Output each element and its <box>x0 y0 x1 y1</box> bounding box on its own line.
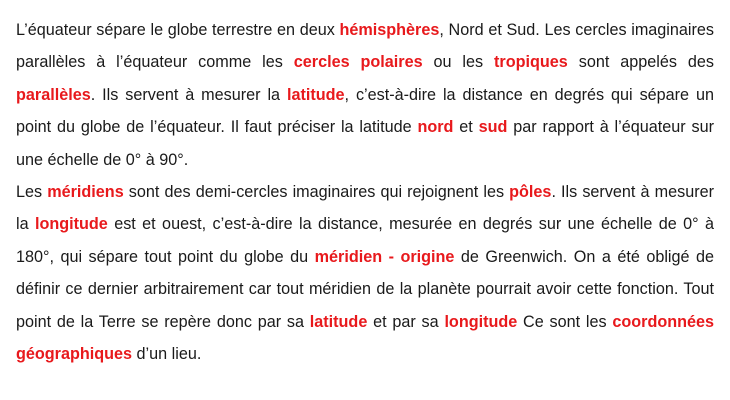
paragraph-equator-latitude <box>16 14 714 176</box>
highlighted-term: cercles polaires <box>293 53 423 72</box>
body-text: . Ils servent à mesurer la <box>90 85 287 104</box>
body-text: , c’est-à-dire la distance en degrés qui sépare un point du globe de l’équateur. Il faut préciser la latitude <box>16 85 714 137</box>
body-text: ou les <box>422 53 495 72</box>
highlighted-term: pôles <box>509 183 552 201</box>
paragraph-meridians-longitude <box>16 176 714 370</box>
highlighted-term: tropiques <box>494 53 568 72</box>
highlighted-term: nord <box>417 118 454 137</box>
highlighted-term: parallèles <box>16 85 91 104</box>
body-text: et <box>453 118 479 137</box>
body-text: . Ils servent à mesurer la <box>16 183 714 234</box>
highlighted-term: coordonnées géographiques <box>16 312 714 364</box>
body-text: sont des demi-cercles imaginaires qui rejoignent les <box>123 183 510 201</box>
body-text: par rapport à l’équateur sur une échelle de 0° à 90°. <box>16 118 714 169</box>
highlighted-term: sud <box>478 118 508 137</box>
body-text: de Greenwich. On a été obligé de définir ce dernier arbitrairement car tout méridien de la planète pourrait avoir cette fonction. Tout point de la Terre se repère donc par sa <box>16 247 715 331</box>
body-text: L’équateur sépare le globe terrestre en deux <box>16 21 340 39</box>
highlighted-term: longitude <box>34 215 108 234</box>
highlighted-term: latitude <box>309 312 368 331</box>
highlighted-term: méridiens <box>47 183 124 201</box>
highlighted-term: longitude <box>444 312 518 331</box>
body-text: est et ouest, c’est-à-dire la distance, mesurée en degrés sur une échelle de 0° à 180°, qui sépare tout point du globe du <box>16 215 714 266</box>
highlighted-term: latitude <box>286 85 345 104</box>
body-text: et par sa <box>367 312 445 331</box>
highlighted-term: méridien - origine <box>314 247 455 266</box>
body-text: sont appelés des <box>567 53 714 72</box>
highlighted-term: hémisphères <box>339 21 440 39</box>
body-text: , Nord et Sud. Les cercles imaginaires parallèles à l’équateur comme les <box>16 21 714 72</box>
body-text: Ce sont les <box>517 312 613 331</box>
body-text: Les <box>16 183 48 201</box>
body-text: d’un lieu. <box>132 345 202 364</box>
